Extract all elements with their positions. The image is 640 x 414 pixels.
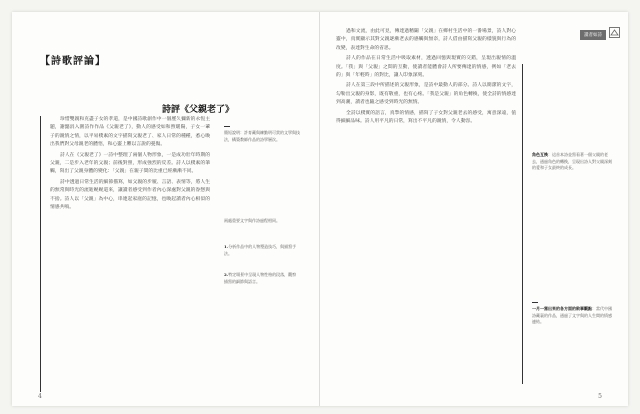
section-title: 【詩歌評論】 bbox=[40, 56, 106, 67]
left-body-rule bbox=[40, 116, 41, 392]
left-page bbox=[12, 12, 320, 406]
left-body-text bbox=[50, 116, 210, 214]
header-tag: 讀者如詩 bbox=[580, 30, 606, 40]
article-title: 詩評《父親老了》 bbox=[162, 105, 235, 115]
side-note: 2.特定場景中呈現人物性格的段落，觀察描寫的細節與語言。 bbox=[224, 272, 297, 284]
side-note: 簡短說明：許育藏與練勤明可貴的文學與技法，構築教師作品的詩學層次。 bbox=[224, 126, 300, 143]
side-note: 角色互換：這首本詩並寫看著一個父親的老去，通過角色的轉換，呈現出詩人對父親深刻的愛和子女最終的成長。 bbox=[532, 152, 612, 171]
paragraph: 詩人在第三段中所描述的父親形象，是詩中最動人的部分。詩人以簡潔的文字，勾勒出父親的身影，既有敬重，也有心疼。「我是父親」的角色轉換，使全詩的情感達到高潮，讀者也隨之感受到時光的無情。 bbox=[336, 83, 516, 106]
side-note: 一月一寫出來的各方面的敘事觀點：當代中國詩藏裏的作品，通過了文字與的人生間的情感連結。 bbox=[532, 302, 612, 326]
page-number: 5 bbox=[598, 393, 602, 400]
paragraph: 過和文流，由此可見，傳達過精闢「父親」在鄉村生活中的一番場景，詩人對心靈中，真實顯示其對父親逐漸老去的感觸與無奈，詩人借由描寫父親的樣貌與行為的改變，表達對生命的省思。 bbox=[336, 29, 516, 51]
side-note: 1.分析作品中的人物塑造技巧，與描寫手法。 bbox=[224, 244, 297, 256]
paragraph: 珍惜雙親和克盡子女的孝道，是中國詩歌創作中一個歷久彌新的永恆主題，謝懿涓入圍詩作作品《父親老了》，動人的感受如和煦暖陽，子女一輩子的親情之情，以平易樸素的文字描寫父親老了、家人日常的種種，悉心喚出我們對父母親老的體悟，和心靈上難以言說的憂傷。 bbox=[50, 117, 210, 148]
book-spread bbox=[12, 12, 628, 406]
paragraph: 詩人在《父親老了》一詩中整理了兩個人物形象，一是成功壯年時期的父親，二是步入老年的父親；前後對照，形成強烈的反差。詩人以樸素的筆觸，寫出了父親身體的變化：「父親」在親子間的比重已經漸漸不同。 bbox=[50, 152, 210, 175]
page-number: 4 bbox=[38, 393, 42, 400]
paragraph: 詩中透過日常生活的細節描寫，如父親的步履、言語、表情等，將人生的無常與時光的流逝娓娓道來，讓讀者感受到作者內心深處對父親的眷戀與不捨。詩人以「父親」為中心，串連起家庭的記憶，也喚起讀者內心相似的情感共鳴。 bbox=[50, 179, 210, 211]
side-note: 兩處重要文字與作詩過程相同。 bbox=[224, 218, 280, 223]
paragraph: 全詩以樸實的語言，真摯的情感，描寫了子女對父親老去的感受，寓意深遠，值得細細品味。詩人用平凡的日常，寫出不平凡的親情，令人動容。 bbox=[336, 110, 516, 125]
right-body-text bbox=[336, 28, 516, 128]
right-page bbox=[320, 12, 628, 406]
right-body-rule bbox=[522, 64, 523, 384]
paragraph: 詩人的作品在日常生活中吸取素材，透過回憶與現實的交錯，呈現出親情的溫度。「我」與「父親」之間的互動，使讀者能體會詩人所要傳達的情感，例如「老去的」與「年輕時」的對比，讓人印象深刻。 bbox=[336, 56, 516, 79]
ornament-icon bbox=[609, 27, 620, 38]
